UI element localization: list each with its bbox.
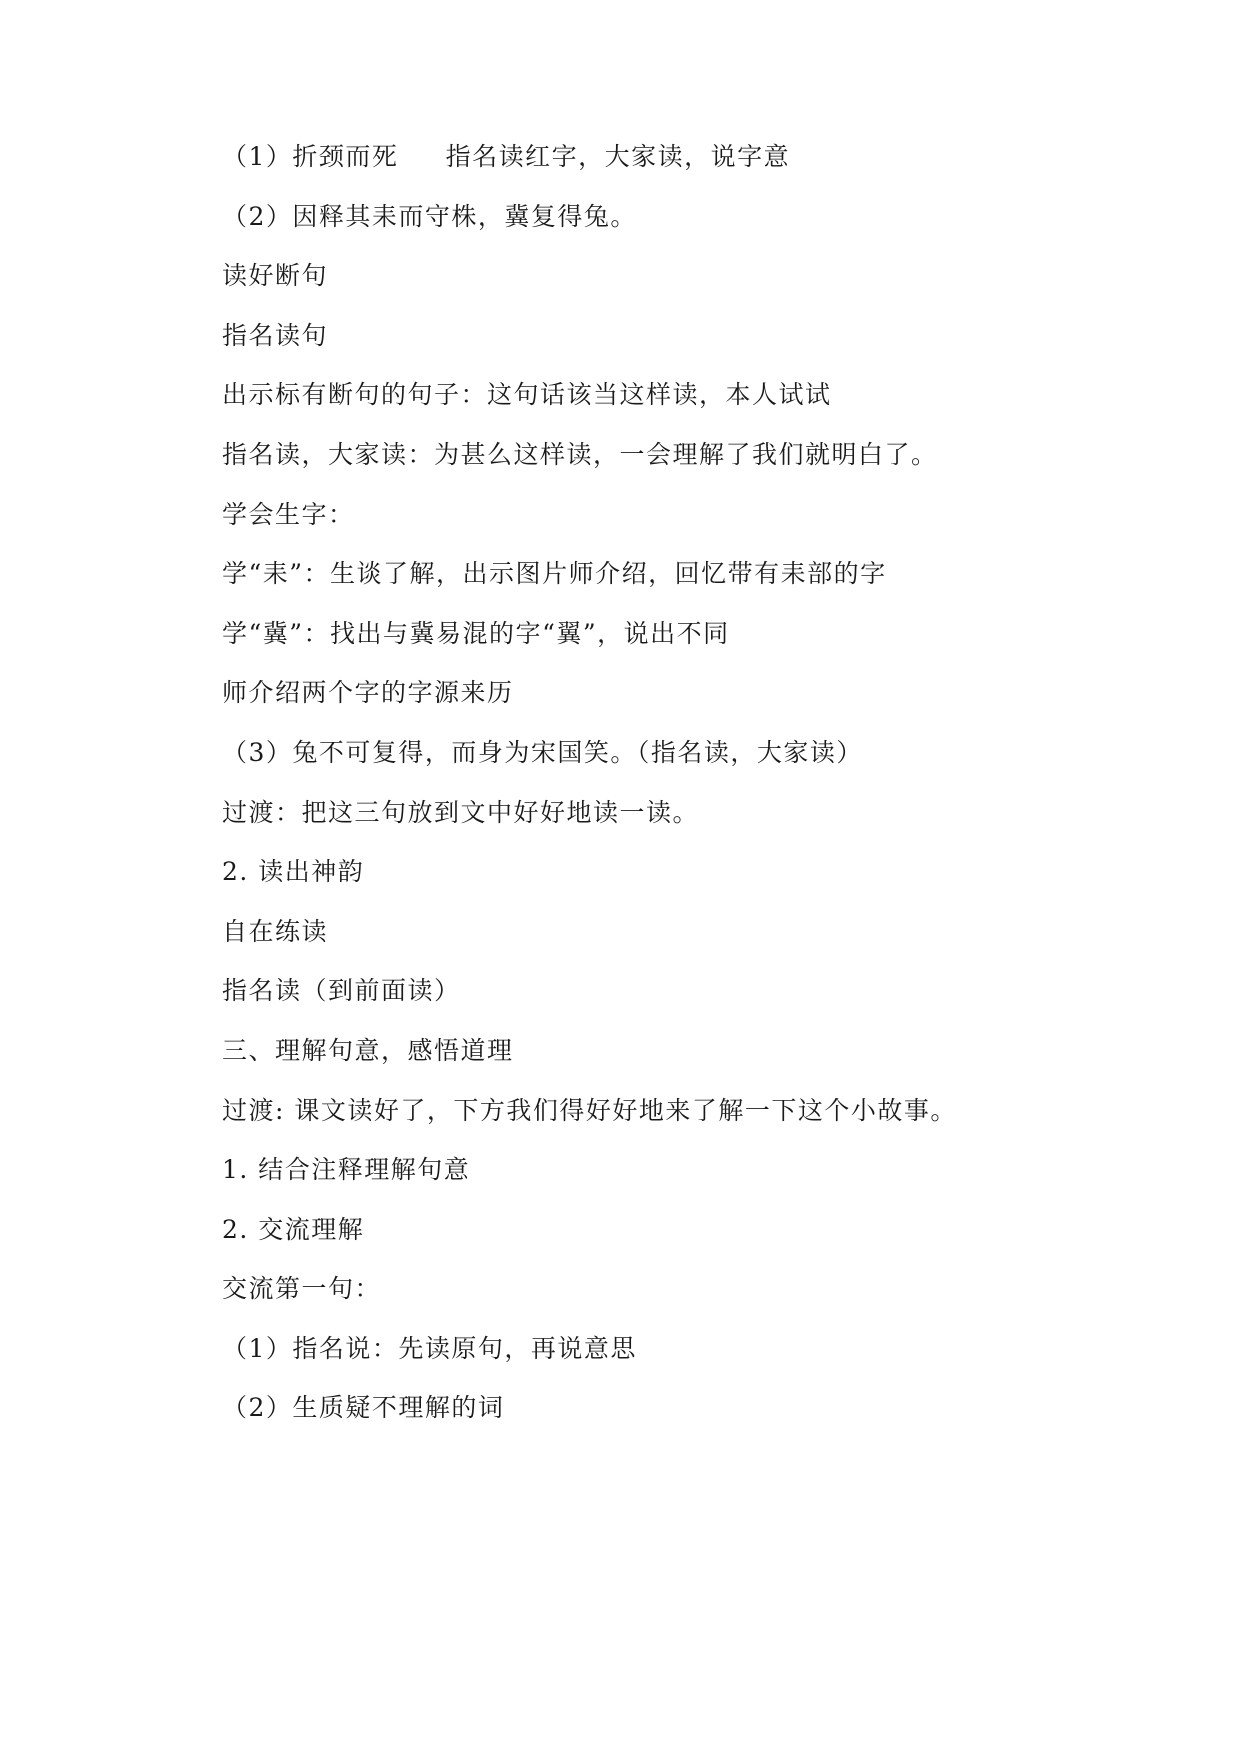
text-line: （2）生质疑不理解的词 <box>222 1393 505 1423</box>
section-heading: 三、理解句意，感悟道理 <box>222 1035 514 1065</box>
text-line: 学会生字： <box>222 499 355 529</box>
text-line: 1. 结合注释理解句意 <box>222 1155 471 1185</box>
text-line: 过渡：把这三句放到文中好好地读一读。 <box>222 797 700 827</box>
text-line: 指名读句 <box>222 320 329 350</box>
text-line: 自在练读 <box>222 916 329 946</box>
text-line: 指名读（到前面读） <box>222 976 461 1006</box>
text-line: 交流第一句： <box>222 1274 382 1304</box>
text-line: （1）折颈而死 指名读红字，大家读，说字意 <box>222 142 791 171</box>
text-line: 师介绍两个字的字源来历 <box>222 678 514 708</box>
text-line: 过渡: 课文读好了，下方我们得好好地来了解一下这个小故事。 <box>222 1095 957 1125</box>
text-line: 2. 读出神韵 <box>222 857 365 887</box>
text-line: 学“耒”：生谈了解，出示图片师介绍，回忆带有耒部的字 <box>222 559 887 589</box>
text-line: 出示标有断句的句子：这句话该当这样读，本人试试 <box>222 380 832 410</box>
text-line: 2. 交流理解 <box>222 1214 365 1244</box>
text-line: （1）指名说：先读原句，再说意思 <box>222 1333 637 1363</box>
text-line: （3）兔不可复得，而身为宋国笑。（指名读，大家读） <box>222 737 863 767</box>
document-body <box>222 127 1122 1438</box>
text-line: 指名读，大家读：为甚么这样读，一会理解了我们就明白了。 <box>222 439 938 469</box>
text-line: 学“冀”：找出与冀易混的字“翼”，说出不同 <box>222 618 730 648</box>
text-line: 读好断句 <box>222 261 329 291</box>
text-line: （2）因释其耒而守株，冀复得兔。 <box>222 201 637 231</box>
